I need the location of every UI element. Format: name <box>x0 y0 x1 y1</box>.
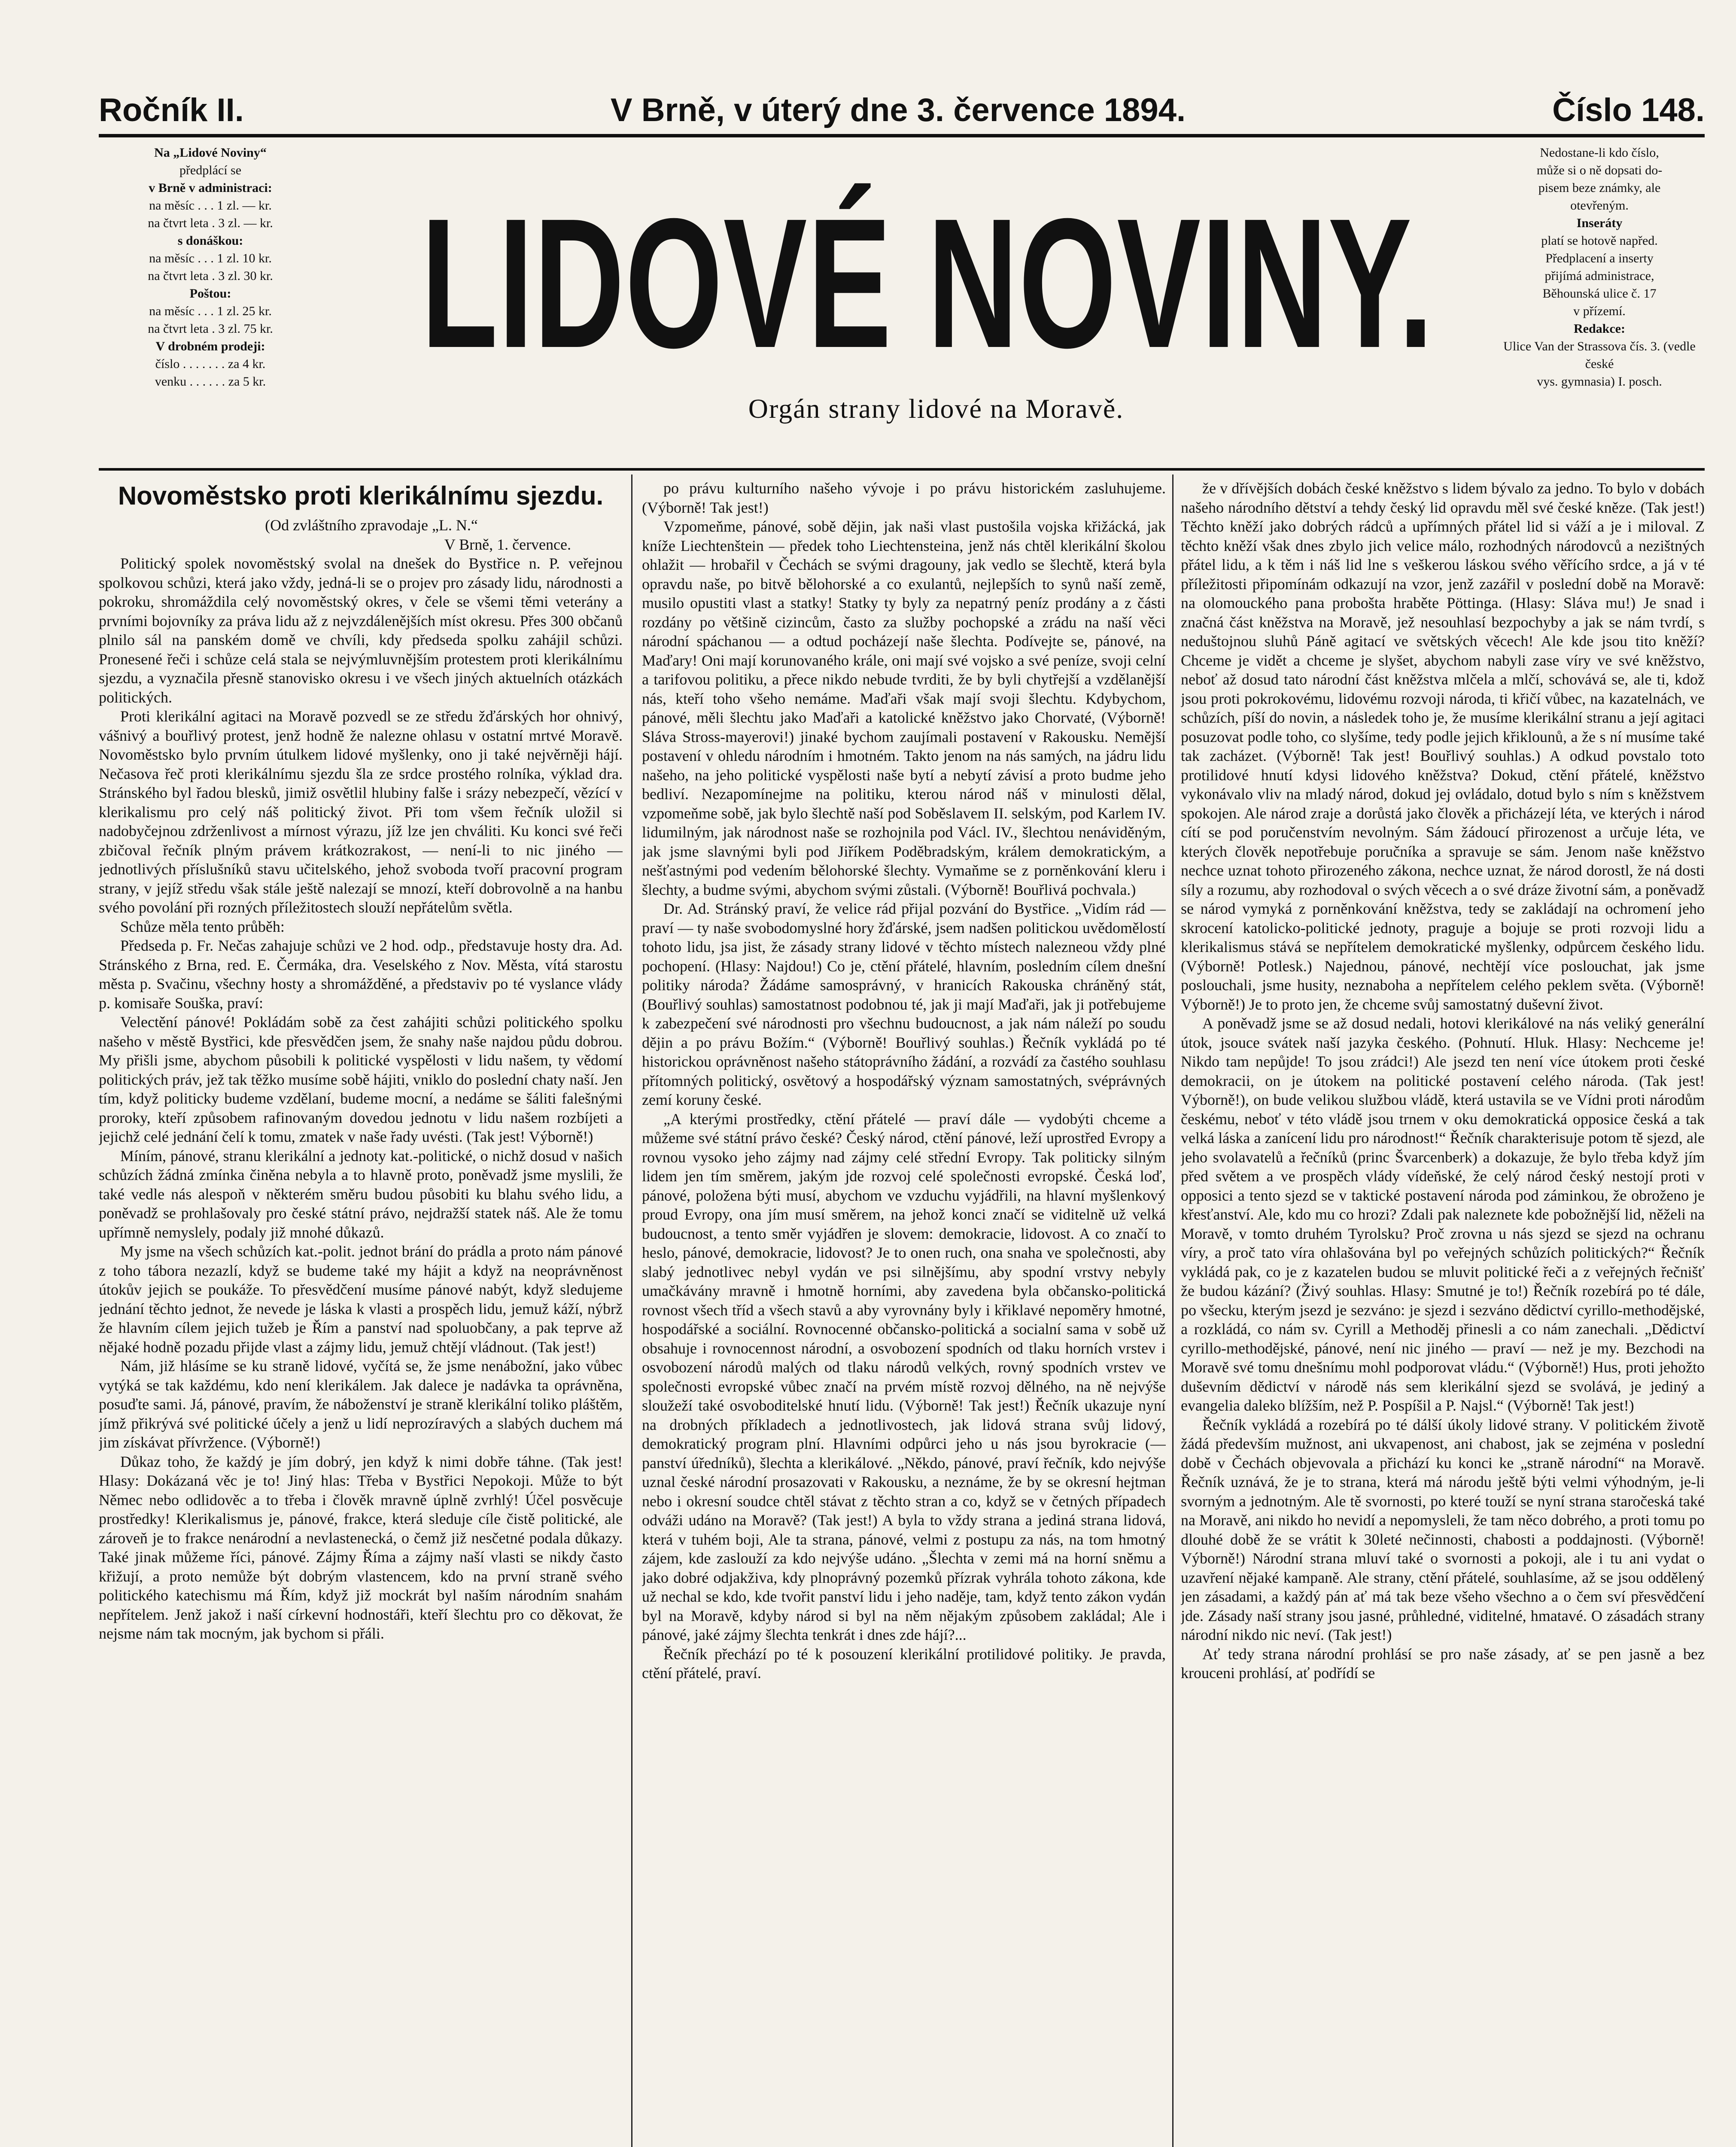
article-paragraph: Míním, pánové, stranu klerikální a jednoty kat.-politické, o nichž dosud v našich schůzích žádná zmínka činěna nebyla a to hlavně proto, poněvadž jsme myslili, že také vedle nás alespoň v některém směru budou působiti ku blahu svého lidu, a poněvadž se prohlašovaly pro české státní právo, nejdražší statek náš. Ale že tomu upřímně nemyslely, podaly již mnohé důkazů. <box>99 1147 623 1241</box>
price-line: na měsíc . . . 1 zl. — kr. <box>149 198 272 213</box>
header-bar <box>99 82 1705 129</box>
article-paragraph: Nám, již hlásíme se ku straně lidové, vyčítá se, že jsme nenábožní, jako vůbec vytýká se tak každému, kdo není klerikálem. Jak dalece je nadávka ta oprávněna, posuďte sami. Já, pánové, pravím, že náboženství je straně klerikální toliko pláštěm, jímž přikrývá své politické účely a jenž u lidí neprozíravých a slabých duchem má jim získávat přívržence. (Výborně!) <box>99 1357 623 1451</box>
article-paragraph: po právu kulturního našeho vývoje i po právu historickém zasluhujeme. (Výborně! Tak jest!) <box>642 480 1166 516</box>
info-line: Nedostane-li kdo číslo, <box>1540 146 1659 160</box>
article-paragraph: že v dřívějších dobách české kněžstvo s lidem bývalo za jedno. To bylo v dobách našeho národního dětství a tehdy český lid opravdu měl své české kněze. (Tak jest!) Těchto kněží jako dobrých rádců a upřímných přátel lid si váží a je i miloval. Z těchto kněží však dnes zbylo jich velice málo, rozhodných národovců a nezištných přátel lidu, a k těm i náš lid lne s veškerou láskou svého věřícího srdce, a já v té příležitosti připomínám odkazují na vzor, jenž zazářil v poslední době na Moravě: na olomouckého pana probošta hraběte Pöttinga. (Hlasy: Sláva mu!) Je snad i značná část kněžstva na Moravě, jež nesouhlasí bezpochyby a jak se nám tvrdí, s neduštojnou sluhů Páně agitací ve světských věcech! Ale kde jsou tito kněží? Chceme je vidět a chceme je slyšet, abychom nabyli zase víry ve své kněžstvo, neboť až dosud tato národní část kněžstva mlčela a mlčí, schovává se, ale ti, kdož jsou proti pokrokovému, lidovému rozvoji národa, ti křičí vůbec, na kazatelnách, ve schůzích, píší do novin, a následek toho je, že musíme klerikální stranu a její agitaci posuzovat podle toho, co slyšíme, tedy podle jejich křiklounů, a že s ní musíme také tak zacházet. (Výborně! Tak jest! Bouřlivý souhlas.) A odkud povstalo toto protilidové hnutí kdysi lidového kněžstva? Dokud, ctění přátelé, kněžstvo vykonávalo vliv na mladý národ, dokud jej ovládalo, dotud bylo s ním s kněžstvem spokojen. Ale národ zraje a dorůstá jako člověk a přicházejí léta, ve kterých i národ cítí se pod poručenstvím nevolným. Sám žádoucí přirozenost a určuje léta, ve kterých člověk nepotřebuje poručníka a spravuje se sám. Jenom naše kněžstvo nechce uznat tohoto přirozeného zákona, nechce uznat, že národ dorostl, že ná dosti síly a rozumu, aby rozhodoval o svých věcech a o své dráze životní sám, a poněvadž se národ vymyká z porněnkování kněžstva, tedy se zakládají na ochromení jeho skrocení katolicko-politické jednoty, praguje a bojuje se proti rozvoji lidu a klerikalismus stává se nepřítelem demokratické myšlenky, odpůrcem českého lidu. (Výborně! Potlesk.) Najednou, pánové, nechtějí více poslouchat, jak jsme poslouchali, jsme husity, neznaboha a nepřítelem celého peklem světa. (Výborně! Výborně!) Je to proto jen, že chceme svůj samostatný duševní život. <box>1181 480 1705 1013</box>
delivery-heading: s donáškou: <box>177 234 243 248</box>
article-paragraph: Velectění pánové! Pokládám sobě za čest zahájiti schůzi politického spolku našeho v městě Bystřici, kde přesvědčen jsem, že snahy naše najdou půdu dobrou. My přišli jsme, abychom působili k politické vyspělosti v lidu našem, ty vědomí politických práv, jež tak těžko musíme sobě hájiti, vniklo do poslední chaty naší. Jen tím, když politicky budeme vzdělaní, budeme mocní, a nedáme se šáliti falešnými proroky, kteří způsobem rafinovaným dovedou jednotu v lidu našem rozbíjeti a jejichž celé jednání čelí k tomu, zmatek v naše řady uvésti. (Tak jest! Výborně!) <box>99 1013 623 1145</box>
subscription-line: v Brně v administraci: <box>149 181 272 195</box>
subscription-heading: Na „Lidové Noviny“ <box>154 146 267 160</box>
masthead-rule <box>99 468 1705 471</box>
dateline: V Brně, v úterý dne 3. července 1894. <box>610 92 1186 128</box>
editor-heading: Redakce: <box>1574 322 1625 336</box>
info-line: v přízemí. <box>1573 304 1626 318</box>
article-column-1 <box>99 479 623 2147</box>
price-line: venku . . . . . . za 5 kr. <box>155 374 266 389</box>
article-column-2 <box>642 479 1166 2147</box>
article-source: (Od zvláštního zpravodaje „L. N.“ <box>265 517 478 534</box>
article-paragraph: A poněvadž jsme se až dosud nedali, hotovi klerikálové na nás veliký generální útok, jsouce svátek naší jazyka českého. (Pohnutí. Hluk. Hlasy: Nechceme je! Nikdo tam nepůjde! To jsou zrádci!) Ale jsezd ten není více útokem proti české demokracii, on je útokem na politické postavení celého národa. (Tak jest! Výborně!), on bude velikou službou vládě, která ustavila se ve Vídni proti národům českému, neboť v této vládě jsou trnem v oku demokratická opposice česká a tak velká láska a zanícení lidu pro národnost!“ Řečník charakterisuje potom tě sjezd, ale jeho svolavatelů a řečníků (princ Švarcenberk) a dokazuje, že bylo třeba když jím před světem a ve prospěch vlády vídeňské, že celý národ český nestojí proti v opposici a tento sjezd se v taktické postavení národa pod záminkou, že obroženo je křesťanství. Ale, kdo mu co hrozi? Zdali pak naleznete kde pobožnější lid, něželi na Moravě, v tomto druhém Tyrolsku? Proč zrovna u nás sjezd se sjezd na ochranu víry, a proč tato víra ohlašována byl po veřejných schůzích politických?“ Řečník vykládá pak, co je z kazatelen budou se mluvit politické řeči a z veřejných řečnišť že budou kázání? (Živý souhlas. Hlasy: Smutné je to!) Řečník rozebírá po té dále, po všecku, kterým jsezd je sezváno: je sjezd i sezváno dědictví cyrillo-methodějské, a rozkládá, co nám sv. Cyrill a Methoděj přinesli a co nám zanechali. „Dědictví cyrillo-methodějské, pánové, není nic jiného — praví — než je my. Bezchodi na Moravě své tomu dnešnímu mohl podporovat vládu.“ (Výborně!) Hus, proti jehožto duševním dědictví v národě nás sem klerikální sjezd se svolává, je jediný a evangelia daleko blížším, než P. Pospíšil a P. Najsl.“ (Výborně! Tak jest!) <box>1181 1015 1705 1414</box>
article-paragraph: Politický spolek novoměstský svolal na dnešek do Bystřice n. P. veřejnou spolkovou schůzi, která jako vždy, jedná-li se o projev pro zásady lidu, národnosti a pokroku, shromáždila celý novoměstský okres, v čele se všemi těmi veterány a prvními bojovníky za práva lidu až z nejvzdálenějších míst okresu. Přes 300 občanů plnilo sál na panském domě ve chvíli, kdy předseda spolku zahájil schůzi. Pronesené řeči i schůze celá stala se nejvýmluvnějším protestem proti klerikálnímu sjezdu, a vyznačila přesně stanovisko okresu i ve všech jiných aktuelních otázkách politických. <box>99 555 623 706</box>
article-paragraph: Dr. Ad. Stránský praví, že velice rád přijal pozvání do Bystřice. „Vidím rád — praví — ty naše svobodomyslné hory žďárské, jsem nadšen politickou uvědomělostí tohoto lidu, jsa jist, že zásady strany lidové v těchto místech nalezneou vždy plné pochopení. (Hlasy: Najdou!) Co je, ctění přátelé, hlavním, posledním cílem dnešní politiky národa? Žádáme samosprávný, v hranicích Rakouska chráněný stát, (Bouřlivý souhlas) samostatnost podobnou té, jak ji mají Maďaři, jak ji potřebujeme k zabezpečení své národnosti pro všechnu budoucnost, a jak nám náleží po soudu dějin a po právu Božím.“ (Výborně! Bouřlivý souhlas.) Řečník vykládá po té historickou oprávněnost našeho státoprávního žádání, a rozvádí za častého souhlasu přítomných politický, osvětový a hospodářský význam samostatných, svéprávných zemí koruny české. <box>642 900 1166 1108</box>
article-column-3 <box>1181 479 1705 2147</box>
info-line: pisem beze známky, ale <box>1538 181 1661 195</box>
article-paragraph: Vzpomeňme, pánové, sobě dějin, jak naši vlast pustošila vojska křižácká, jak kníže Liechtenštein — předek toho Liechtensteina, jenž nás chtěl klerikální školou ohlažit — hrobařil v Čechách se svými dragouny, jak vedlo se šlechtě, která byla opravdu naše, po bitvě bělohorské a co exulantů, nejlepších to synů naší země, musilo opustiti vlast a statky! Statky ty byly za nepatrný peníz prodány a z části rozdány po většině cizincům, často za služby pochopské a zrádu na naší věci národní spáchanou — a odtud pocházejí naše šlechta. Podívejte se, pánové, na Maďary! Oni mají korunovaného krále, oni mají své vojsko a své peníze, svoji celní a tarifovou politiku, a přece nikdo nebude tvrditi, že by byli chytřejší a vzdělanější nás, kteří toho všeho nemáme. Maďaři však mají svoji šlechtu. Kdybychom, pánové, měli šlechtu jako Maďaři a katolické kněžstvo jako Chorvaté, (Výborně! Sláva Stross-mayerovi!) jinaké bychom zaujímali postavení v Rakousku. Nemější postavení v ohledu národním i hmotném. Takto jenom na nás samých, na jádru lidu našeho, na jeho politické vyspělosti naše bytí a nebytí závisí a proto budme jeho bedliví. Nezapomínejme na politiku, kterou národ náš v minulosti dělal, vzpomeňme sobě, jak bylo šlechtě naší pod Soběslavem II. selským, pod Karlem IV. lidumilným, jak národnost naše se rozhojnila pod Václ. IV., šlechtou nenáviděným, jak jsme slavnými byli pod Jiříkem Poděbradským, králem demokratickým, a nešťastnými pod vedením bělohorské šlechty. Vymaňme se z porněnkování kleru i šlechty, a budme svými, abychom svými zůstali. (Výborně! Bouřlivá pochvala.) <box>642 518 1166 898</box>
subscription-box <box>99 144 322 390</box>
masthead-title: LIDOVÉ NOVINY. <box>421 180 1434 386</box>
article-paragraph: Důkaz toho, že každý je jím dobrý, jen když k nimi dobře táhne. (Tak jest! Hlasy: Dokázaná věc je to! Jiný hlas: Třeba v Bystřici Nepokoji. Může to být Němec nebo odlidověc a to třeba i člověk mravně úplně zvrhlý! Účel posvěcuje prostředky! Klerikalismus je, pánové, frakce, která sleduje cíle čistě politické, ale zároveň je to frakce nenárodní a nevlastenecká, o čemž již nesčetné podala důkazy. Také jinak můžeme říci, pánové. Zájmy Říma a zájmy naší vlasti se nikdy často křižují, a proto nemůže být dobrým vlastencem, kdo na první straně svého politického katechismu má Řím, když již mockrát byl naším národním snahám nepřítelem. Jenž jakož i naší církevní hodnostáři, kteří šlechtu pro co děkovat, že nejsme nám tak mocným, jak bychom si přáli. <box>99 1453 623 1642</box>
price-line: číslo . . . . . . . za 4 kr. <box>155 357 266 371</box>
article-paragraph: Předseda p. Fr. Nečas zahajuje schůzi ve 2 hod. odp., představuje hosty dra. Ad. Stránského z Brna, red. E. Čermáka, dra. Veselského z Nov. Města, vítá starostu města p. Svačinu, všechny hosty a shromážděné, a představiv po té vyslance vlády p. komisaře Souška, praví: <box>99 937 623 1012</box>
retail-heading: V drobném prodeji: <box>155 339 265 353</box>
info-line: Běhounská ulice č. 17 <box>1542 286 1657 301</box>
article-paragraph: Řečník přechází po té k posouzení klerikální protilidové politiky. Je pravda, ctění přátelé, praví. <box>642 1645 1166 1682</box>
info-line: otevřeným. <box>1570 198 1629 213</box>
article-paragraph: Ať tedy strana národní prohlásí se pro naše zásady, ať se pen jasně a bez krouceni prohlásí, ať podřídí se <box>1181 1645 1705 1682</box>
price-line: na měsíc . . . 1 zl. 25 kr. <box>149 304 272 318</box>
price-line: na čtvrt leta . 3 zl. 75 kr. <box>148 322 273 336</box>
volume-label: Ročník II. <box>99 92 244 128</box>
article-paragraph: My jsme na všech schůzích kat.-polit. jednot brání do prádla a proto nám pánové z toho tábora nezazlí, když se budeme také my hájit a když na neoprávněnost útokův jejich se poukáže. To přesvědčení musíme pánové nabýt, když sledujeme jednání těchto jednot, že nevede je láska k vlasti a prospěch lidu, jemuž káží, nýbrž že hlavním cílem jejich tužeb je Řím a panství nad spoluobčany, a pak teprve až nějaké hodně pozadu přijde vlast a zájmy lidu, jemuž chtějí vládnout. (Tak jest!) <box>99 1243 623 1356</box>
article-paragraph: „A kterými prostředky, ctění přátelé — praví dále — vydobýti chceme a můžeme své státní právo české? Český národ, ctění pánové, leží uprostřed Evropy a rovnou vysoko jeho zájmy nad zájmy celé střední Evropy. Tak politicky silným lidem jen tím směrem, jakým jde rozvoj celé společnosti evropské. Česká loď, pánové, položena býti musí, abychom ve vzduchu vyjádřili, na hlavní myšlenkový proud Evropy, ona jím musí směrem, na jehož konci značí se viditelně už velká budoucnost, a tento směr vyjádřen je slovem: demokracie, lidovost. A co značí to heslo, pánové, demokracie, lidovost? Je to onen ruch, ona snaha ve společnosti, aby slabý jednotlivec nebyl vydán ve psi silnějšímu, aby spodní vrstvy nebyly umačkávány mravně i hmotně horními, aby zavedena byla občansko-politická rovnost všech tříd a všech stavů a aby vyrovnány byly i křiklavé nepoměry hmotné, hospodářské a sociální. Rovnocenné občansko-politická a socialní sama v sobě už obsahuje i rovnocennost národní, a osvobození spodních od tlaku horních vrstev i osvobození národů malých od tlaku národů velkých, rovný spodních vrstev ve společnosti evropské vůbec značí na prvém místě rozvoj dělného, na ně nejvýše sloužeží také osvoboditelské hnutí lidu. (Výborně! Tak jest!) Řečník ukazuje nyní na drobných příkladech a jednotlivostech, jak lidová strana svůj lidový, demokratický program plní. Hlavními odpůrci jeho u nás jsou byrokracie (— panství úředníků), šlechta a klerikálové. „Někdo, pánové, praví řečník, kdo nejvýše uznal české národní prosazovati v Rakousku, a neznáme, že by se okresní hejtman nebo i okresní soudce chtěl stávat z těchto stran a co, když se v četných případech odváži udáno na Moravě? (Tak jest!) A byla to vždy strana a jediná strana lidová, která v tuhém boji, Ale ta strana, pánové, velmi z postupu za nás, na tom hmotný zájem, kde zaslouží za kdo nejvýše udáno. „Šlechta v zemi má na horní sněmu a jako dobré odjakživa, kdy plnoprávný pozemků přízrak vyhrála tohoto zákona, kde už nechal se kdo, kde tvořit panství lidu i jeho naděje, tam, když tento zákon vydán byl na Moravě, kdyby národ si byl na něm nějakým způsobem zakládal; Ale i pánové, jaké zájmy šlechta tenkrát i dnes zde hájí?... <box>642 1110 1166 1643</box>
info-line: platí se hotově napřed. <box>1541 234 1658 248</box>
info-line: vys. gymnasia) I. posch. <box>1537 374 1662 389</box>
column-divider <box>631 474 632 2147</box>
info-box <box>1494 144 1705 390</box>
masthead-subtitle: Orgán strany lidové na Moravě. <box>748 393 1124 424</box>
article-place-date: V Brně, 1. července. <box>444 535 571 553</box>
price-line: na čtvrt leta . 3 zl. — kr. <box>148 216 273 230</box>
subscription-line: předplácí se <box>179 163 242 177</box>
post-heading: Poštou: <box>189 286 231 301</box>
column-divider <box>1172 474 1174 2147</box>
article-title: Novoměstsko proti klerikálnímu sjezdu. <box>118 481 604 510</box>
info-line: Předplacení a inserty <box>1545 251 1654 265</box>
column-body <box>1181 479 1705 1683</box>
article-paragraph: Schůze měla tento průběh: <box>120 918 285 935</box>
info-line: může si o ně dopsati do- <box>1536 163 1663 177</box>
header-rule <box>99 134 1705 137</box>
ads-heading: Inseráty <box>1576 216 1623 230</box>
column-body <box>642 479 1166 1683</box>
price-line: na čtvrt leta . 3 zl. 30 kr. <box>148 269 273 283</box>
article-paragraph: Proti klerikální agitaci na Moravě pozvedl se ze středu žďárských hor ohnivý, vášnivý a bouřlivý protest, jenž hodně že naleznе ohlasu v ostatní mrtvé Moravě. Novoměstsko bylo prvním útulkem lidové myšlenky, ono ji také nejvěrněji hájí. Nečasova řeč proti klerikálnímu sjezdu šla ze srdce prostého rolníka, výklad dra. Stránského byl řadou blesků, jimiž osvětlil hlubiny falše i srázy nebezpečí, vězící v klerikalismu pro celý náš politický život. Při tom všem řečník uložil si nadobyčejnou zdrženlivost a mírnost výrazu, jíž lze jen chváliti. Ku konci své řeči zbičoval řečník plným právem krátkozrakost, — není-li to nic jiného — jednotlivých příslušníků stavu učitelského, jehož svoboda tvoří pracovní program strany, v jejíž středu však stále ještě nalezají se mnozí, kteří dobrovolně a na hanbu svého povolání při rozných příležitostech slouží nepřátelům světla. <box>99 708 623 916</box>
article-paragraph: Řečník vykládá a rozebírá po té dálší úkoly lidové strany. V politickém životě žádá především mužnost, ani ukvapenost, ani chabost, jak se zejména v poslední době v Čechách objevovala a přichází ku konci ke „straně národní“ na Moravě. Řečník uznává, že je to strana, která má národu ještě býti velmi výhodným, je-li svorným a jednotným. Ale tě svornosti, po které touží se nyní strana staročeská také na Moravě, ani nikdo ho nevidí a nepomysleli, že tam něco dobrého, a proti tomu po dlouhé době že se vrátit k 30leté nečinnosti, chabosti a poddajnosti. (Výborně! Výborně!) Národní strana mluví také o svornosti a pokoji, ale i tu ani vydat o uzavření nějaké kampaně. Ale strany, ctění přátelé, souhlasíme, až se jsou oddělený jen zásadami, a každý pán ať má tak beze všeho všechno a o čem sví přesvědčení jde. Zásady naší strany jsou jasné, průhledné, viditelné, hmatavé. O zásadách strany národní nikdo nic neví. (Tak jest!) <box>1181 1416 1705 1643</box>
column-body <box>99 554 623 1643</box>
price-line: na měsíc . . . 1 zl. 10 kr. <box>149 251 272 265</box>
issue-number: Číslo 148. <box>1552 92 1705 128</box>
info-line: Ulice Van der Strassova čís. 3. (vedle české <box>1503 339 1696 371</box>
info-line: přijímá administrace, <box>1544 269 1654 283</box>
